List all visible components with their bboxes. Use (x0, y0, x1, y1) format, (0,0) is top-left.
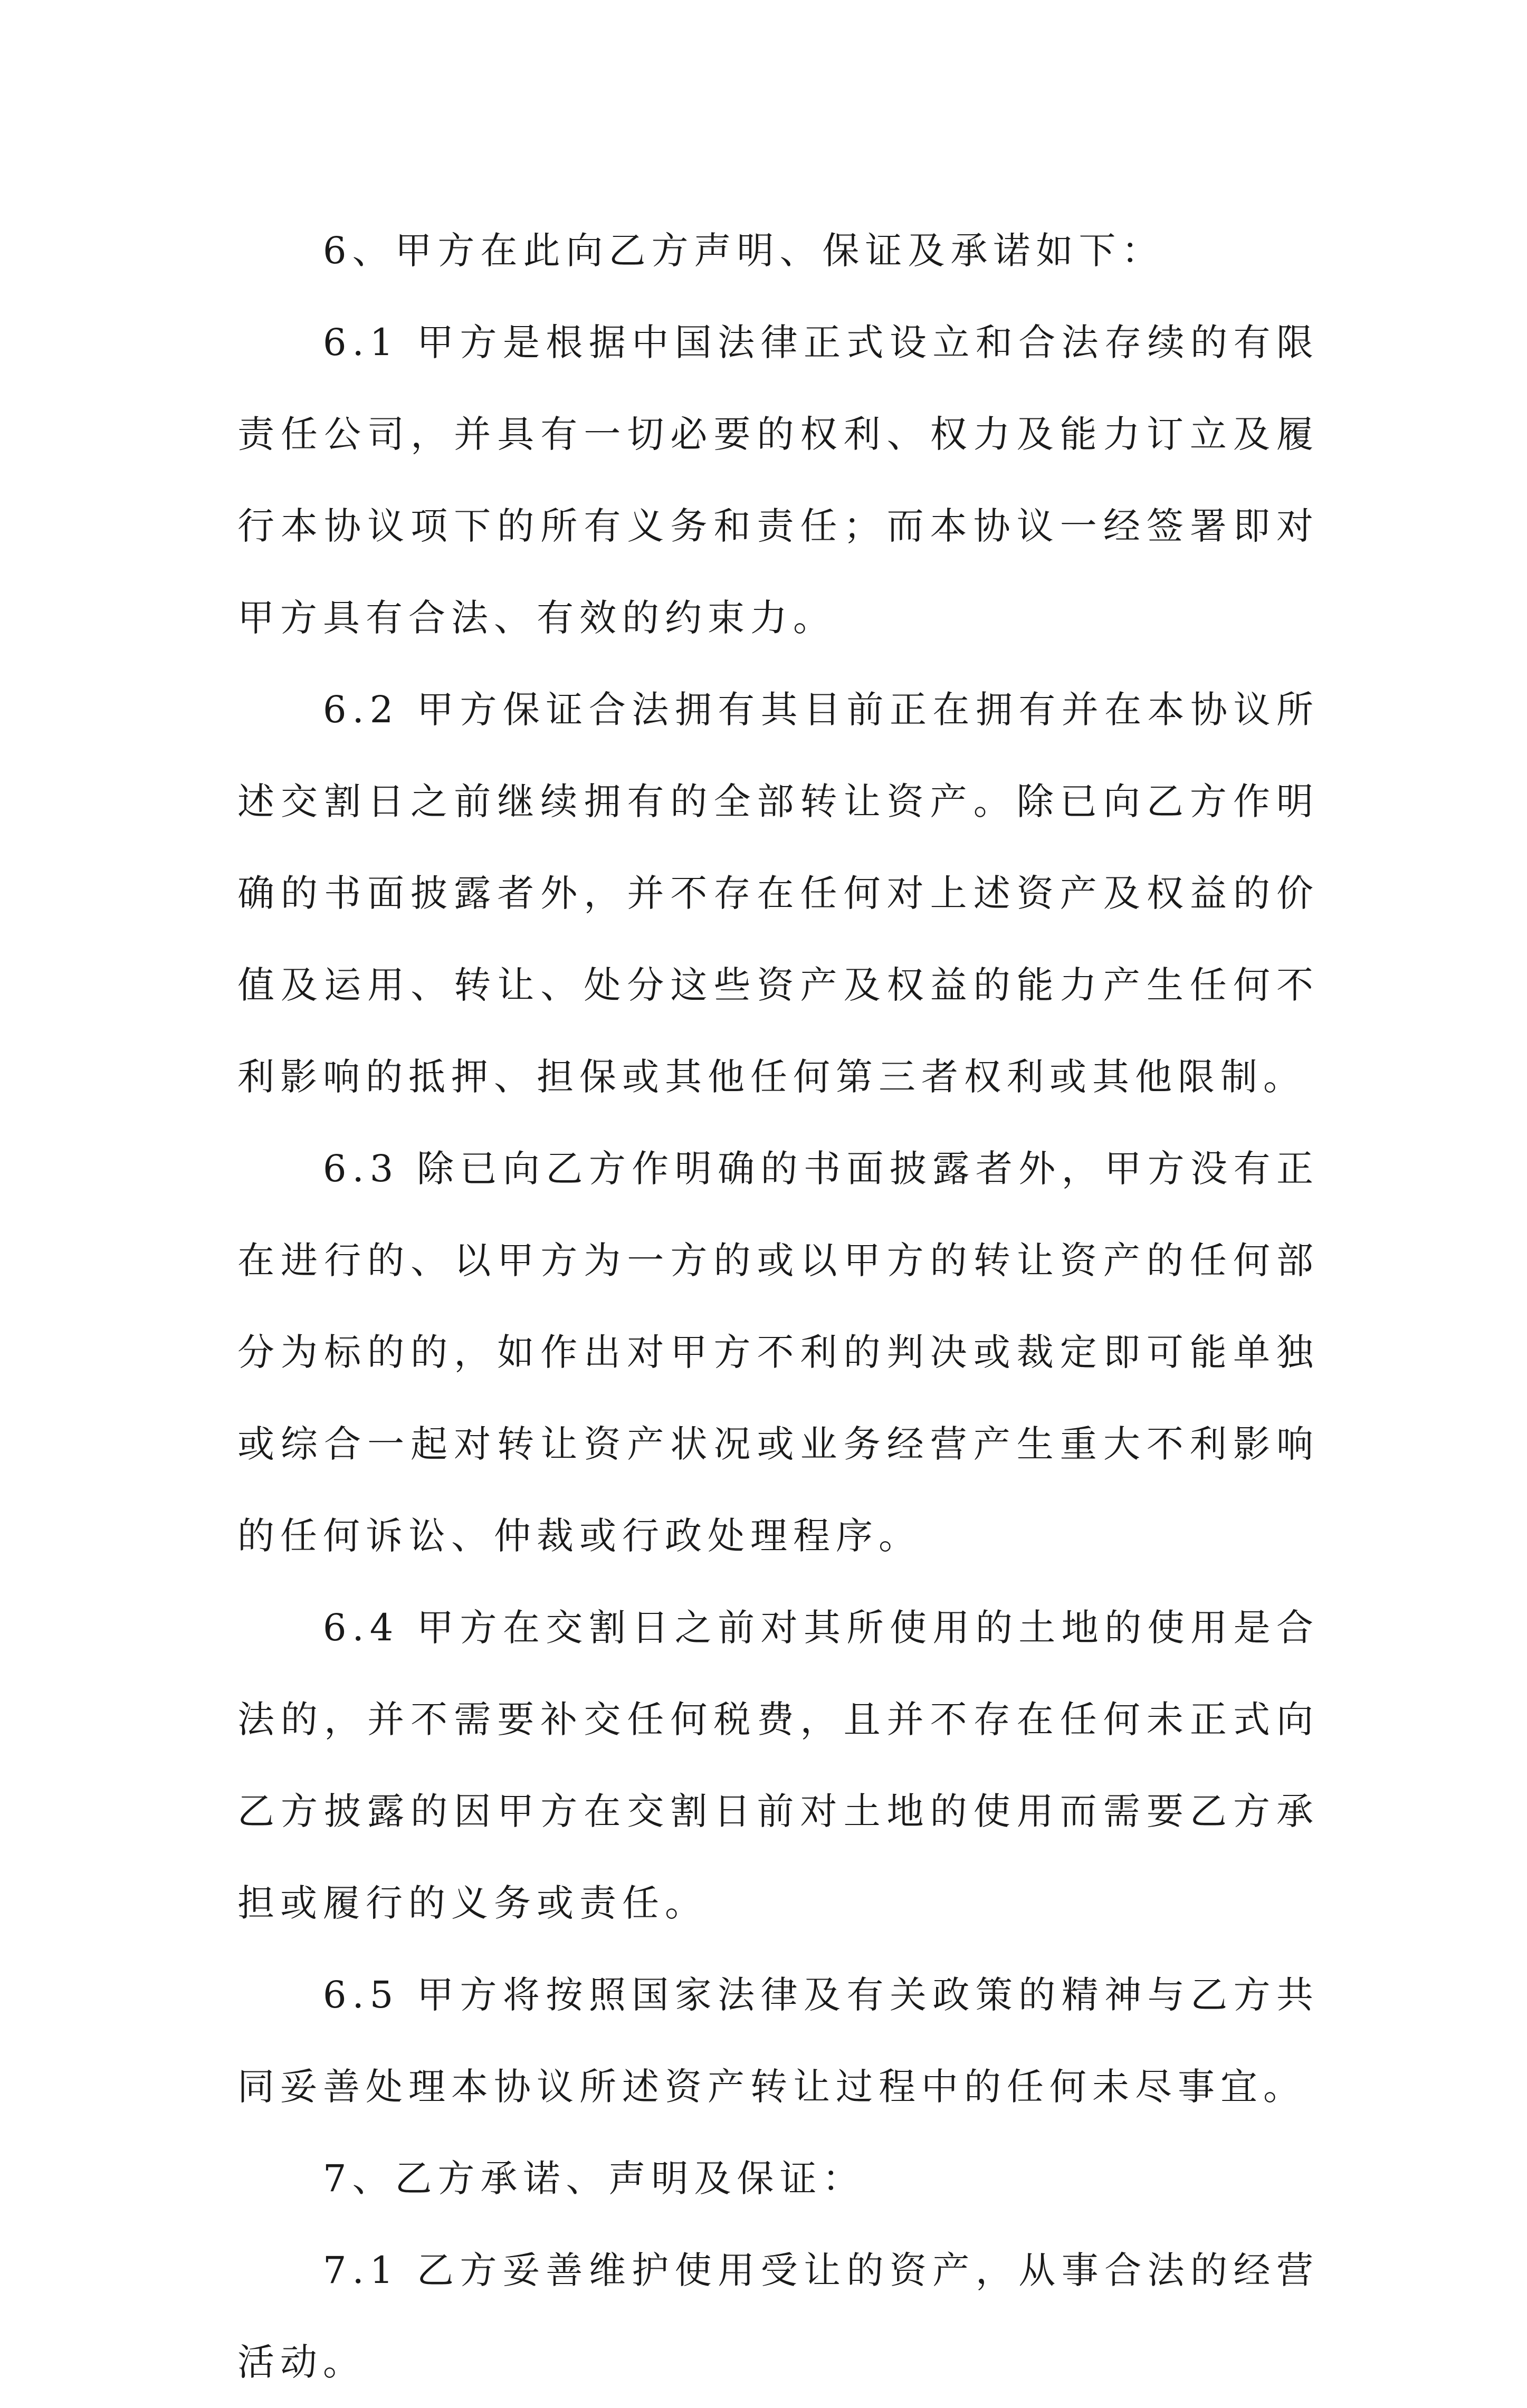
clause-6-1: 6.1 甲方是根据中国法律正式设立和合法存续的有限责任公司，并具有一切必要的权利、权力及能力订立及履行本协议项下的所有义务和责任；而本协议一经签署即对甲方具有合法、有效的约束力。 (237, 321, 1319, 639)
clause-6-2: 6.2 甲方保证合法拥有其目前正在拥有并在本协议所述交割日之前继续拥有的全部转让资产。除已向乙方作明确的书面披露者外，并不存在任何对上述资产及权益的价值及运用、转让、处分这些资产及权益的能力产生任何不利影响的抵押、担保或其他任何第三者权利或其他限制。 (237, 688, 1319, 1098)
clause-6-3: 6.3 除已向乙方作明确的书面披露者外，甲方没有正在进行的、以甲方为一方的或以甲方的转让资产的任何部分为标的的，如作出对甲方不利的判决或裁定即可能单独或综合一起对转让资产状况或业务经营产生重大不利影响的任何诉讼、仲裁或行政处理程序。 (237, 1147, 1319, 1557)
document-body (237, 205, 1319, 2408)
clause-7-heading: 7、乙方承诺、声明及保证： (323, 2157, 865, 2200)
clause-7-1: 7.1 乙方妥善维护使用受让的资产，从事合法的经营活动。 (237, 2249, 1319, 2384)
clause-6-5: 6.5 甲方将按照国家法律及有关政策的精神与乙方共同妥善处理本协议所述资产转让过程中的任何未尽事宜。 (237, 1973, 1319, 2108)
clause-6-heading: 6、甲方在此向乙方声明、保证及承诺如下： (323, 229, 1165, 272)
clause-6-4: 6.4 甲方在交割日之前对其所使用的土地的使用是合法的，并不需要补交任何税费，且并不存在任何未正式向乙方披露的因甲方在交割日前对土地的使用而需要乙方承担或履行的义务或责任。 (237, 1606, 1319, 1925)
